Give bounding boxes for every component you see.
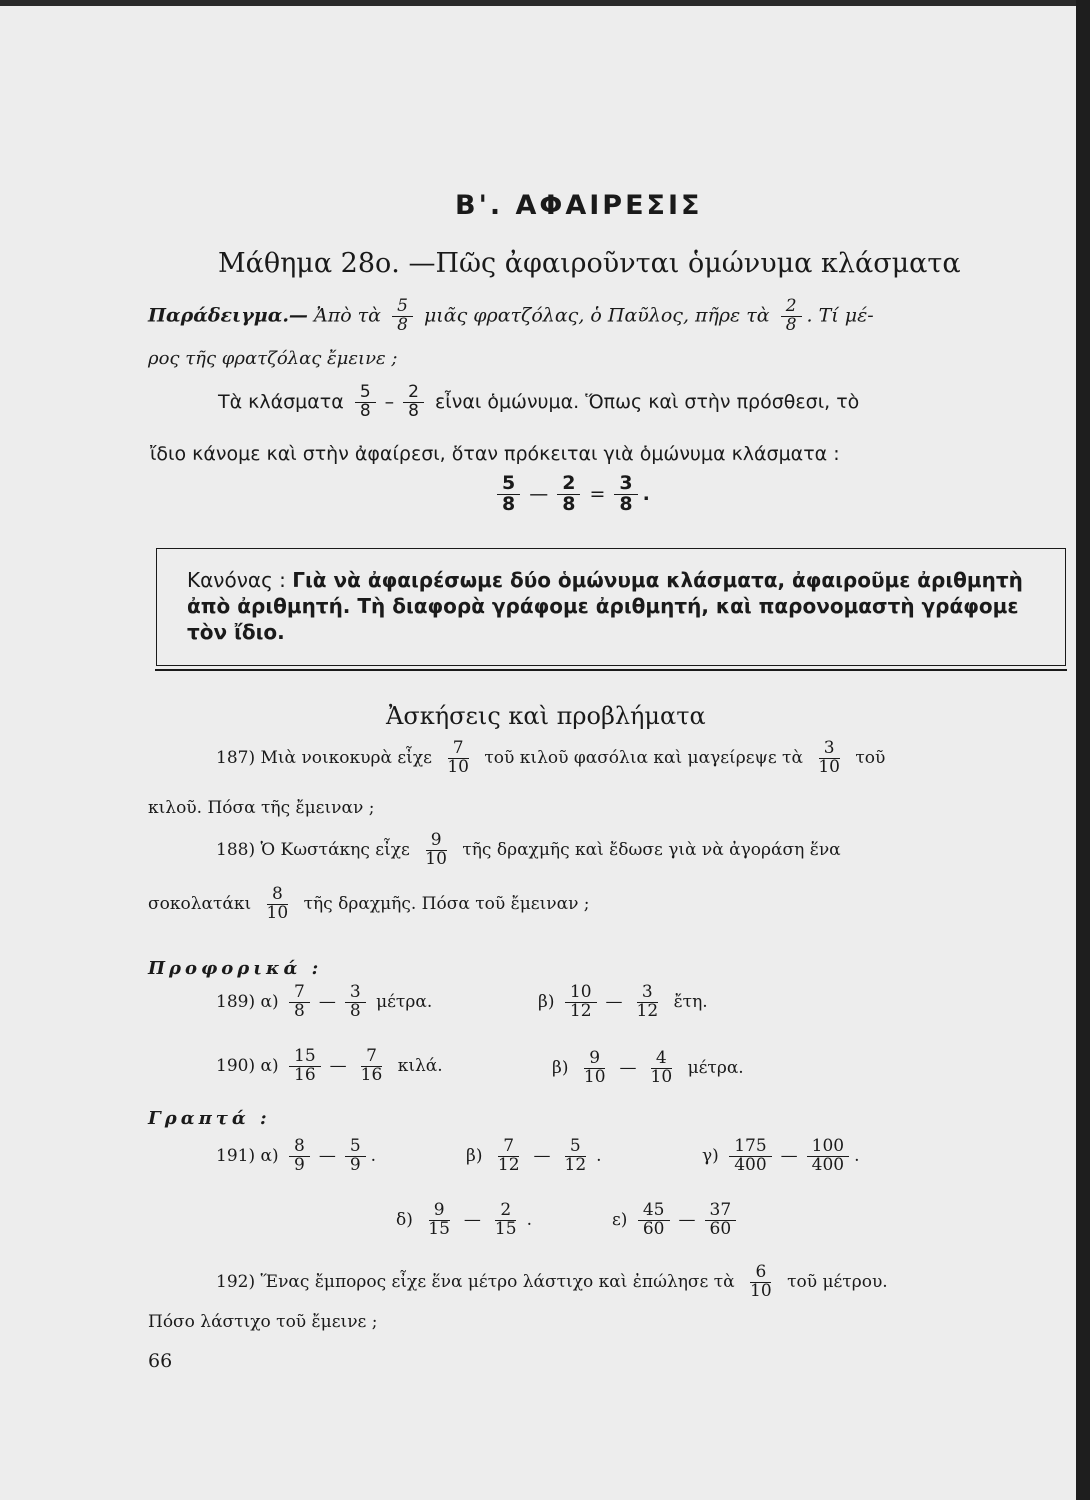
minus-sign: – (384, 390, 395, 413)
example-text-2: μιᾶς φρατζόλας, ὁ Παῦλος, πῆρε τὰ (423, 304, 770, 327)
example-text-3: . Τί μέ- (806, 304, 874, 327)
rule-box (156, 548, 1066, 666)
problem-188-text-c: σοκολατάκι (148, 893, 252, 914)
problem-189-unit-a: μέτρα. (376, 991, 433, 1012)
fraction: $\frac{7}{10}$ (447, 738, 469, 777)
problem-189-unit-b: ἔτη. (673, 991, 708, 1012)
fraction: $\frac{3}{8}$ (614, 474, 637, 515)
problem-191-c-label: γ) (702, 1145, 719, 1166)
problem-191-e-label: ε) (612, 1209, 628, 1230)
problem-190-a: 190) α) $\frac{15}{16}$ — $\frac{7}{16}$ κιλά. (216, 1046, 443, 1085)
problem-188-text-a: 188) Ὁ Κωστάκης εἶχε (216, 839, 410, 860)
problem-189-b-label: β) (538, 991, 555, 1012)
lesson-title: Μάθημα 28ο. —Πῶς ἀφαιροῦνται ὁμώνυμα κλάσματα (218, 248, 961, 279)
problem-187-text-c: τοῦ (855, 747, 886, 768)
fraction: $\frac{45}{60}$ (638, 1202, 670, 1239)
fraction: $\frac{10}{12}$ (565, 984, 597, 1021)
problem-190-unit-b: μέτρα. (687, 1057, 744, 1078)
fraction: $\frac{7}{8}$ (289, 984, 310, 1021)
explanation-line-2: ἴδιο κάνομε καὶ στὴν ἀφαίρεσι, ὅταν πρόκειται γιὰ ὁμώνυμα κλάσματα : (150, 443, 840, 465)
fraction: $\frac{2}{15}$ (494, 1200, 517, 1239)
period: . (642, 482, 650, 505)
problem-189-b: β) $\frac{10}{12}$ — $\frac{3}{12}$ ἔτη. (538, 982, 708, 1021)
fraction: $\frac{3}{8}$ (345, 984, 366, 1021)
fraction: $\frac{175}{400}$ (729, 1138, 771, 1175)
example-text-1: Ἀπὸ τὰ (313, 304, 382, 327)
problem-187-text-a: 187) Μιὰ νοικοκυρὰ εἶχε (216, 747, 432, 768)
fraction: $\frac{5}{8}$ (497, 474, 520, 515)
fraction: $\frac{9}{15}$ (428, 1200, 450, 1239)
problem-192-line-2: Πόσο λάστιχο τοῦ ἔμεινε ; (148, 1312, 378, 1332)
fraction: $\frac{7}{16}$ (360, 1046, 383, 1085)
problem-188-text-d: τῆς δραχμῆς. Πόσα τοῦ ἔμειναν ; (303, 893, 590, 914)
problem-192 (216, 1264, 888, 1301)
page-right-edge (1076, 0, 1090, 1500)
rule-text (187, 567, 1047, 645)
page-top-edge (0, 0, 1090, 6)
example-label: Παράδειγμα.— (148, 304, 308, 327)
problem-188 (216, 832, 841, 869)
problem-192-text-a: 192) Ἕνας ἔμπορος εἶχε ἕνα μέτρο λάστιχο καὶ ἐπώλησε τὰ (216, 1271, 735, 1292)
page-number: 66 (148, 1350, 173, 1372)
fraction: $\frac{8}{9}$ (289, 1138, 310, 1175)
example-line-2: ρος τῆς φρατζόλας ἔμεινε ; (148, 348, 398, 369)
fraction: $\frac{3}{12}$ (636, 982, 659, 1021)
problem-189-label: 189) α) (216, 991, 279, 1012)
explanation-line-1 (218, 384, 859, 421)
exercises-title: Ἀσκήσεις καὶ προβλήματα (386, 702, 706, 730)
fraction: $\frac{9}{10}$ (583, 1048, 606, 1087)
problem-190-b: β) $\frac{9}{10}$ — $\frac{4}{10}$ μέτρα. (552, 1048, 744, 1087)
explanation-pre: Τὰ κλάσματα (218, 390, 344, 413)
problem-191-b-label: β) (466, 1145, 483, 1166)
minus-sign: — (529, 482, 549, 505)
problem-191-c: γ) $\frac{175}{400}$ — $\frac{100}{400}$ . (702, 1136, 860, 1175)
fraction: $\frac{9}{10}$ (425, 830, 447, 869)
rule-label: Κανόνας : (187, 568, 286, 592)
explanation-post: εἶναι ὁμώνυμα. Ὅπως καὶ στὴν πρόσθεσι, τὸ (435, 390, 860, 413)
rule-body: Γιὰ νὰ ἀφαιρέσωμε δύο ὁμώνυμα κλάσματα, ἀφαιροῦμε ἀριθμητὴ ἀπὸ ἀριθμητή. Τὴ διαφορὰ γράφομε ἀριθμητή, καὶ παρονομαστὴ γράφομε τὸν ἴδιο. (187, 568, 1023, 644)
problem-191-label: 191) α) (216, 1145, 279, 1166)
fraction: $\frac{15}{16}$ (289, 1048, 321, 1085)
problem-191-d: δ) $\frac{9}{15}$ — $\frac{2}{15}$ . (396, 1200, 532, 1239)
problem-187-line-2: κιλοῦ. Πόσα τῆς ἔμειναν ; (148, 798, 375, 818)
fraction: $\frac{37}{60}$ (705, 1202, 737, 1239)
problem-187 (216, 740, 885, 777)
problem-192-text-b: τοῦ μέτρου. (787, 1271, 888, 1292)
fraction: $\frac{4}{10}$ (650, 1048, 673, 1087)
problem-188-line-2 (148, 886, 590, 923)
problem-191-e: ε) $\frac{45}{60}$ — $\frac{37}{60}$ (612, 1202, 741, 1239)
problem-190-unit-a: κιλά. (397, 1055, 443, 1076)
equals-sign: = (589, 482, 606, 505)
example-line-1 (148, 298, 874, 335)
fraction: $\frac{5}{8}$ (392, 298, 413, 335)
example-equation (492, 474, 650, 515)
oral-heading: Προφορικά : (148, 958, 323, 979)
problem-190-b-label: β) (552, 1057, 569, 1078)
section-title: Β'. ΑΦΑΙΡΕΣΙΣ (455, 190, 703, 221)
written-heading: Γραπτά : (148, 1108, 271, 1129)
fraction: $\frac{100}{400}$ (807, 1138, 849, 1175)
fraction: $\frac{7}{12}$ (497, 1136, 520, 1175)
problem-191-d-label: δ) (396, 1209, 413, 1230)
fraction: $\frac{8}{10}$ (266, 884, 289, 923)
fraction: $\frac{5}{8}$ (355, 384, 376, 421)
fraction: $\frac{2}{8}$ (781, 298, 802, 335)
problem-191-b: β) $\frac{7}{12}$ — $\frac{5}{12}$ . (466, 1136, 602, 1175)
problem-187-text-b: τοῦ κιλοῦ φασόλια καὶ μαγείρεψε τὰ (484, 747, 803, 768)
problem-188-text-b: τῆς δραχμῆς καὶ ἔδωσε γιὰ νὰ ἀγοράση ἕνα (462, 839, 841, 860)
problem-189-a: 189) α) $\frac{7}{8}$ — $\frac{3}{8}$ μέτρα. (216, 982, 433, 1021)
fraction: $\frac{5}{9}$ (345, 1138, 366, 1175)
fraction: $\frac{2}{8}$ (403, 384, 424, 421)
fraction: $\frac{2}{8}$ (557, 474, 580, 515)
fraction: $\frac{3}{10}$ (818, 738, 840, 777)
fraction: $\frac{5}{12}$ (564, 1136, 587, 1175)
problem-190-label: 190) α) (216, 1055, 279, 1076)
fraction: $\frac{6}{10}$ (750, 1262, 772, 1301)
problem-191-a: 191) α) $\frac{8}{9}$ — $\frac{5}{9}$ . (216, 1136, 377, 1175)
